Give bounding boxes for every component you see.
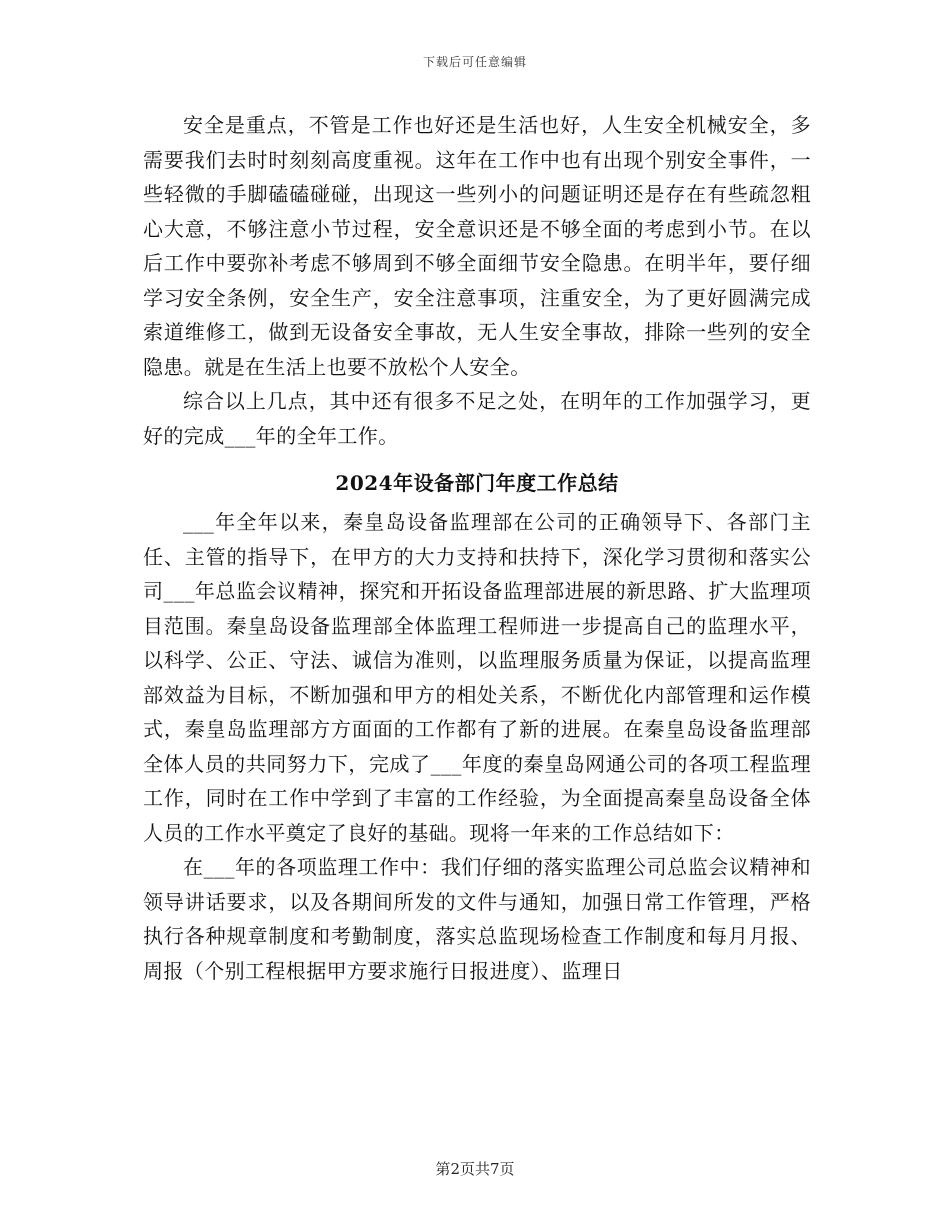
paragraph-work-details: 在___年的各项监理工作中：我们仔细的落实监理公司总监会议精神和领导讲话要求，以及各期间所发的文件与通知，加强日常工作管理，严格执行各种规章制度和考勤制度，落实总监现场检查工作制度和每月月报、周报（个别工程根据甲方要求施行日报进度）、监理日 bbox=[143, 855, 811, 983]
footer-prefix: 第 bbox=[435, 1160, 451, 1178]
section-title: 2024年设备部门年度工作总结 bbox=[335, 471, 619, 495]
footer-suffix: 页 bbox=[499, 1160, 515, 1178]
document-body bbox=[143, 108, 811, 988]
paragraph-conclusion: 综合以上几点，其中还有很多不足之处，在明年的工作加强学习，更好的完成___年的全年工作。 bbox=[143, 389, 811, 448]
paragraph-overview: ___年全年以来，秦皇岛设备监理部在公司的正确领导下、各部门主任、主管的指导下，在甲方的大力支持和扶持下，深化学习贯彻和落实公司___年总监会议精神，探究和开拓设备监理部进展的新思路、扩大监理项目范围。秦皇岛设备监理部全体监理工程师进一步提高自己的监理水平，以科学、公正、守法、诚信为准则，以监理服务质量为保证，以提高监理部效益为目标，不断加强和甲方的相处关系，不断优化内部管理和运作模式，秦皇岛监理部方方面面的工作都有了新的进展。在秦皇岛设备监理部全体人员的共同努力下，完成了___年度的秦皇岛网通公司的各项工程监理工作，同时在工作中学到了丰富的工作经验，为全面提高秦皇岛设备全体人员的工作水平奠定了良好的基础。现将一年来的工作总结如下： bbox=[143, 510, 811, 845]
footer-middle: 页共 bbox=[459, 1160, 490, 1178]
page-footer bbox=[0, 1158, 950, 1179]
header-note: 下载后可任意编辑 bbox=[422, 55, 527, 69]
footer-current-page: 2 bbox=[450, 1160, 460, 1178]
paragraph-safety: 安全是重点，不管是工作也好还是生活也好，人生安全机械安全，多需要我们去时时刻刻高度重视。这年在工作中也有出现个别安全事件，一些轻微的手脚磕磕碰碰，出现这一些列小的问题证明还是存在有些疏忽粗心大意，不够注意小节过程，安全意识还是不够全面的考虑到小节。在以后工作中要弥补考虑不够周到不够全面细节安全隐患。在明半年，要仔细学习安全条例，安全生产，安全注意事项，注重安全，为了更好圆满完成索道维修工，做到无设备安全事故，无人生安全事故，排除一些列的安全隐患。就是在生活上也要不放松个人安全。 bbox=[143, 113, 811, 379]
footer-total-pages: 7 bbox=[490, 1160, 500, 1178]
